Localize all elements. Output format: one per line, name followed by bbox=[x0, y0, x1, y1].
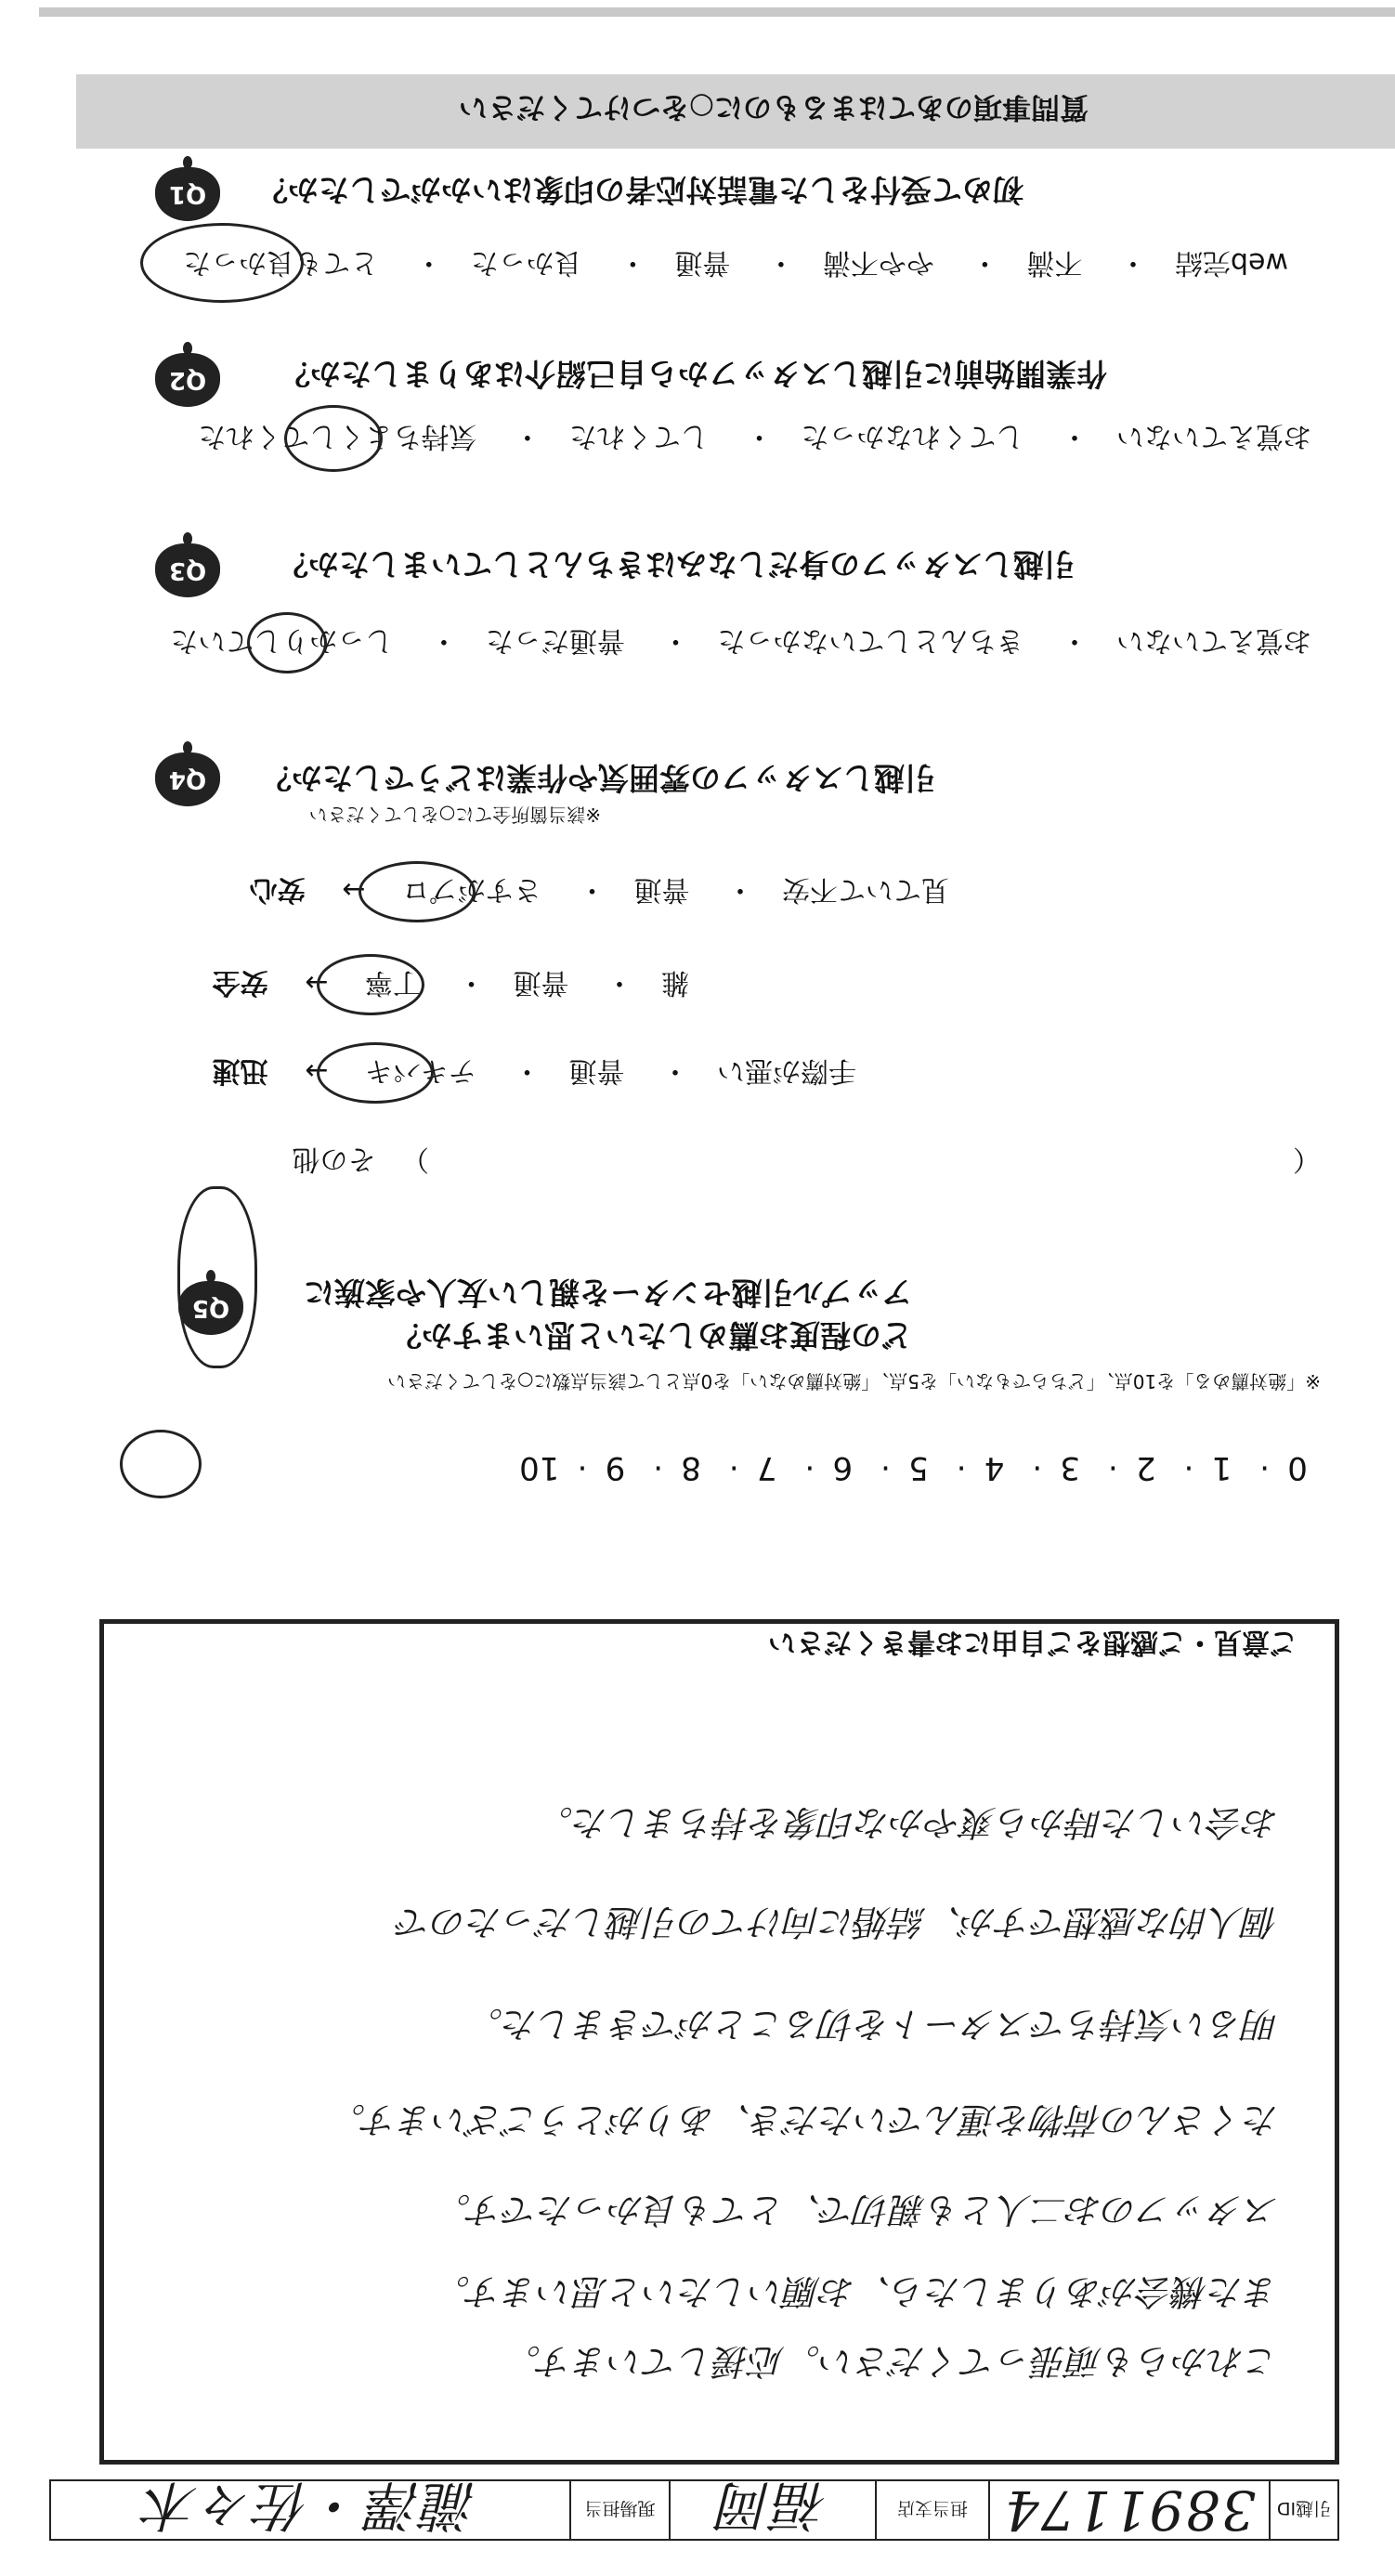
q5-score-1[interactable]: 1 bbox=[1211, 1449, 1232, 1486]
q3-options: お覚えていない ・ きちんとしていなかった ・ 普通だった ・ しっかりしていた bbox=[170, 624, 1311, 657]
q4-relief-category: 安心 bbox=[249, 873, 306, 906]
q3-opt-2[interactable]: 普通だった bbox=[485, 624, 625, 657]
staff-label: 現場担当 bbox=[569, 2481, 669, 2539]
q4-row-safety: 雑 ・ 普通 ・ 丁寧 → 安全 bbox=[212, 966, 689, 999]
q2-question: 作業開始前に引越しスタッフから自己紹介はありましたか？ bbox=[280, 356, 1107, 392]
q5-question-line1: アップル引越センターを親しい友人や家族に bbox=[303, 1275, 912, 1311]
q2-opt-1[interactable]: 気持ちよくしてくれた bbox=[198, 420, 477, 452]
header-table bbox=[49, 2474, 1339, 2542]
q5-scale: 0· 1· 2· 3· 4· 5· 6· 7· 8· 9· 10 bbox=[512, 1449, 1325, 1486]
q3-opt-4[interactable]: お覚えていない bbox=[1116, 624, 1311, 657]
q5-score-8[interactable]: 8 bbox=[681, 1449, 701, 1486]
q4-relief-circle bbox=[359, 861, 476, 922]
q2-options: お覚えていない ・ してくれなかった ・ してくれた ・ 気持ちよくしてくれた bbox=[198, 420, 1311, 452]
q3-opt-1[interactable]: しっかりしていた bbox=[170, 624, 394, 657]
comment-line-4: たくさんの荷物を運んでいただき、ありがとうございます。 bbox=[330, 2099, 1279, 2140]
q4-speed-arrow: → bbox=[305, 1054, 329, 1087]
branch-label: 担当支店 bbox=[875, 2481, 988, 2539]
q4-speed-category: 迅速 bbox=[212, 1054, 268, 1087]
q4-relief-arrow: → bbox=[342, 873, 366, 906]
comments-box bbox=[99, 1619, 1339, 2465]
q4-row-speed: 手際が悪い ・ 普通 ・ テキパキ → 迅速 bbox=[212, 1054, 856, 1087]
q4-relief-opt-3[interactable]: 見ていて不安 bbox=[782, 873, 949, 906]
q4-row-relief: 見ていて不安 ・ 普通 ・ さすがプロ → 安心 bbox=[249, 873, 949, 906]
comment-line-1: これからも頑張ってください。応援しています。 bbox=[505, 2341, 1279, 2382]
q4-safety-opt-1[interactable]: 丁寧 bbox=[364, 966, 421, 999]
q1-opt-1[interactable]: とても良かった bbox=[183, 246, 379, 279]
q5-score-10[interactable]: 10 bbox=[519, 1449, 560, 1486]
q5-score-3[interactable]: 3 bbox=[1060, 1449, 1080, 1486]
comment-line-5: 明るい気持ちでスタートを切ることができました。 bbox=[467, 2004, 1279, 2045]
q5-score-0[interactable]: 0 bbox=[1287, 1449, 1308, 1486]
q2-badge-icon: Q2 bbox=[155, 353, 220, 407]
q4-question: 引越しスタッフの雰囲気や作業はどうでしたか？ bbox=[261, 760, 935, 796]
q1-options: web完結 ・ 不満 ・ やや不満 ・ 普通 ・ 良かった ・ とても良かった bbox=[183, 246, 1288, 279]
q4-note: ※該当箇所全てに○をしてください bbox=[308, 804, 601, 826]
staff-value: 瀧澤・佐々木 bbox=[143, 2474, 478, 2537]
q5-score-4[interactable]: 4 bbox=[984, 1449, 1005, 1486]
q4-safety-arrow: → bbox=[305, 966, 329, 999]
q4-other-value[interactable]: （ ） bbox=[401, 1143, 1321, 1175]
id-value: 3891174 bbox=[988, 2481, 1269, 2539]
q5-score-2[interactable]: 2 bbox=[1135, 1449, 1156, 1486]
q2-opt-2[interactable]: してくれた bbox=[568, 420, 709, 452]
q5-selection-circle bbox=[120, 1430, 202, 1498]
q1-opt-5[interactable]: 不満 bbox=[1026, 246, 1083, 279]
q5-score-6[interactable]: 6 bbox=[832, 1449, 854, 1486]
instruction-text: 質問事項のあてはまるものに○をつけてください bbox=[458, 90, 1089, 124]
q1-opt-4[interactable]: やや不満 bbox=[822, 246, 934, 279]
q1-opt-6[interactable]: web完結 bbox=[1174, 246, 1288, 279]
comment-line-2: また機会がありましたら、お願いしたいと思います。 bbox=[435, 2271, 1279, 2312]
scan-edge bbox=[39, 7, 1395, 17]
q4-speed-circle bbox=[317, 1042, 434, 1104]
q5-score-9[interactable]: 9 bbox=[605, 1449, 626, 1486]
q4-safety-opt-2[interactable]: 普通 bbox=[513, 966, 569, 999]
q3-badge-icon: Q3 bbox=[155, 543, 220, 597]
q4-relief-opt-2[interactable]: 普通 bbox=[633, 873, 690, 906]
q1-selection-circle bbox=[140, 223, 304, 303]
branch-value: 福岡 bbox=[669, 2481, 875, 2539]
comment-line-6: 個人的な感想ですが、結婚に向けての引越しだったので bbox=[396, 1902, 1279, 1942]
q4-other-row bbox=[292, 1142, 1321, 1183]
comments-title: ご意見・ご感想をご自由にお書きください bbox=[768, 1626, 1297, 1658]
comment-line-7: お会いした時から爽やかな印象を持ちました。 bbox=[537, 1802, 1279, 1843]
q3-selection-circle bbox=[247, 612, 327, 673]
q1-question: 初めて受付をした電話対応者の印象はいかがでしたか？ bbox=[257, 172, 1023, 208]
q2-selection-circle bbox=[284, 405, 383, 472]
q1-opt-3[interactable]: 普通 bbox=[674, 246, 731, 279]
q4-safety-circle bbox=[317, 954, 424, 1015]
q2-opt-4[interactable]: お覚えていない bbox=[1116, 420, 1311, 452]
q3-opt-3[interactable]: きちんとしていなかった bbox=[717, 624, 1024, 657]
q4-speed-opt-1[interactable]: テキパキ bbox=[364, 1054, 476, 1087]
q5-score-5[interactable]: 5 bbox=[908, 1449, 929, 1486]
q5-score-7[interactable]: 7 bbox=[756, 1449, 777, 1486]
id-label: 引越ID bbox=[1269, 2481, 1337, 2539]
q4-safety-opt-3[interactable]: 雑 bbox=[661, 966, 689, 999]
q4-speed-opt-2[interactable]: 普通 bbox=[568, 1054, 625, 1087]
q2-opt-3[interactable]: してくれなかった bbox=[801, 420, 1024, 452]
q4-badge-icon: Q4 bbox=[155, 752, 220, 806]
q4-other-label: その他 bbox=[292, 1143, 376, 1175]
q1-opt-2[interactable]: 良かった bbox=[470, 246, 582, 279]
q4-relief-opt-1[interactable]: さすがプロ bbox=[401, 873, 541, 906]
q4-safety-category: 安全 bbox=[212, 966, 268, 999]
q3-question: 引越しスタッフの身だしなみはきちんとしていましたか？ bbox=[278, 546, 1075, 582]
q5-question-line2: どの程度お薦めしたいと思いますか？ bbox=[391, 1317, 912, 1353]
q5-note: ※「絶対薦める」を10点、「どちらでもない」を5点、「絶対薦めない」を0点として該当点数に○をしてください bbox=[387, 1370, 1321, 1393]
comment-line-3: スタッフのお二人とも親切で、とても良かったです。 bbox=[435, 2190, 1279, 2230]
q4-speed-opt-3[interactable]: 手際が悪い bbox=[717, 1054, 856, 1087]
q5-badge-icon: Q5 bbox=[178, 1281, 243, 1335]
q5-mark-scribble bbox=[177, 1186, 257, 1368]
q1-badge-icon: Q1 bbox=[155, 167, 220, 221]
